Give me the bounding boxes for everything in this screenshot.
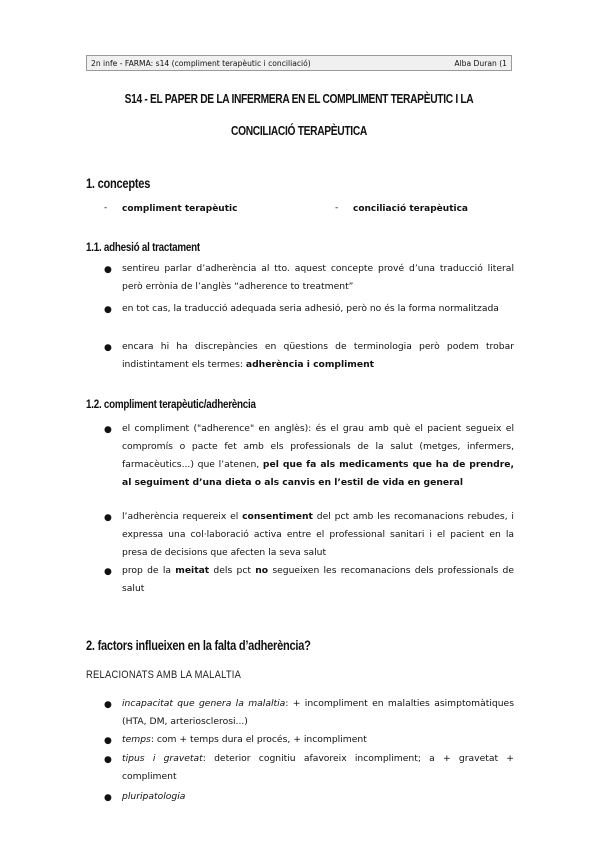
list-item: prop de la meitat dels pct no segueixen les recomanacions dels professionals de salut	[122, 565, 514, 594]
bullet-icon: ●	[104, 425, 112, 435]
list-item: sentireu parlar d’adherència al tto. aquest concepte prové d’una traducció literal però errònia de l’anglès “adherence to treatment”	[122, 263, 514, 292]
bullet-icon: ●	[104, 567, 112, 577]
bullet-icon: ●	[104, 343, 112, 353]
concept-1: compliment terapèutic	[122, 204, 238, 214]
list-item: l’adherència requereix el consentiment del pct amb les recomanacions rebudes, i expressa una col·laboració activa entre el professional sanitari i el pacient en la presa de decisions que afecten la seva salut	[122, 511, 514, 558]
dash-marker: -	[335, 203, 339, 213]
header-author: Alba Duran (1	[454, 59, 507, 68]
section-1-1-heading: 1.1. adhesió al tractament	[86, 240, 200, 254]
bullet-icon: ●	[104, 793, 112, 803]
list-item: incapacitat que genera la malaltia: + incompliment en malalties asimptomàtiques (HTA, DM, arteriosclerosi...)	[122, 698, 514, 727]
section-2-subheading: RELACIONATS AMB LA MALALTIA	[86, 669, 242, 681]
section-1-2-heading: 1.2. compliment terapèutic/adherència	[86, 397, 256, 411]
document-title-line-2: CONCILIACIÓ TERAPÈUTICA	[231, 124, 367, 138]
section-2-heading: 2. factors influeixen en la falta d’adherència?	[86, 638, 311, 653]
list-item: pluripatologia	[122, 791, 186, 802]
bullet-icon: ●	[104, 305, 112, 315]
dash-marker: -	[104, 203, 108, 213]
list-item: el compliment ("adherence" en anglès): és el grau amb què el pacient segueix el compromís o pacte fet amb els professionals de la salut (metges, infermers, farmacèutics...) que l’atenen, pel que fa als medicaments que ha de prendre, al seguiment d’una dieta o als canvis en l’estil de vida en general	[122, 423, 514, 488]
bullet-icon: ●	[104, 755, 112, 765]
list-item: en tot cas, la traducció adequada seria adhesió, però no és la forma normalitzada	[122, 303, 499, 314]
header-course-title: 2n infe - FARMA: s14 (compliment terapèutic i conciliació)	[91, 59, 311, 68]
list-item: tipus i gravetat: deterior cognitiu afavoreix incompliment; a + gravetat + compliment	[122, 753, 514, 782]
page-header	[86, 55, 512, 71]
bullet-icon: ●	[104, 265, 112, 275]
list-item: temps: com + temps dura el procés, + incompliment	[122, 734, 367, 745]
section-1-heading: 1. conceptes	[86, 176, 151, 191]
bullet-icon: ●	[104, 700, 112, 710]
concept-2: conciliació terapèutica	[353, 204, 468, 214]
bullet-icon: ●	[104, 736, 112, 746]
document-title-line-1: S14 - EL PAPER DE LA INFERMERA EN EL COMPLIMENT TERAPÈUTIC I LA	[124, 92, 474, 106]
list-item: encara hi ha discrepàncies en qüestions de terminologia però podem trobar indistintament els termes: adherència i compliment	[122, 341, 514, 370]
bullet-icon: ●	[104, 513, 112, 523]
